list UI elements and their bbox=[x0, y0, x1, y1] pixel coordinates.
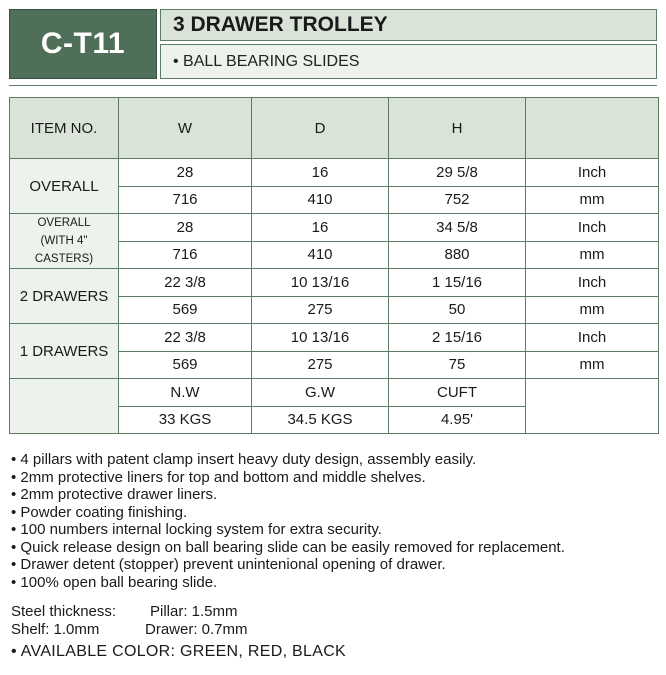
cell-d: 10 13/16 bbox=[252, 269, 389, 297]
cell-unit: mm bbox=[526, 296, 659, 324]
cell-unit: Inch bbox=[526, 214, 659, 242]
feature-item: • Powder coating finishing. bbox=[11, 503, 188, 521]
row-label-line2: (WITH 4" CASTERS) bbox=[34, 235, 94, 265]
cell-w: 22 3/8 bbox=[119, 324, 252, 352]
cell-unit: mm bbox=[526, 241, 659, 269]
pillar-thickness: Pillar: 1.5mm bbox=[150, 603, 238, 620]
feature-item: • Quick release design on ball bearing slide can be easily removed for replacement. bbox=[11, 538, 565, 556]
cell-h: 29 5/8 bbox=[389, 159, 526, 187]
header-unit bbox=[526, 98, 659, 159]
row-label-overall: OVERALL bbox=[10, 159, 119, 214]
cell-h: 880 bbox=[389, 241, 526, 269]
title-bar bbox=[160, 9, 657, 41]
model-code: C-T11 bbox=[40, 27, 126, 60]
cell-d: 410 bbox=[252, 241, 389, 269]
cell-w: 716 bbox=[119, 241, 252, 269]
cell-d: 16 bbox=[252, 159, 389, 187]
cell-d: 275 bbox=[252, 296, 389, 324]
cell-w: 569 bbox=[119, 351, 252, 379]
header-h: H bbox=[389, 98, 526, 159]
cell-h: 34 5/8 bbox=[389, 214, 526, 242]
shipping-label-empty bbox=[10, 379, 119, 434]
cell-w: 22 3/8 bbox=[119, 269, 252, 297]
product-title: 3 DRAWER TROLLEY bbox=[173, 13, 388, 36]
cell-h: 1 15/16 bbox=[389, 269, 526, 297]
cell-w: 28 bbox=[119, 159, 252, 187]
feature-item: • 4 pillars with patent clamp insert heavy duty design, assembly easily. bbox=[11, 451, 477, 468]
cell-h: 75 bbox=[389, 351, 526, 379]
model-code-box bbox=[9, 9, 157, 79]
cell-w: 569 bbox=[119, 296, 252, 324]
header-divider bbox=[9, 85, 657, 86]
feature-item: • 100% open ball bearing slide. bbox=[11, 573, 218, 591]
feature-item: • 100 numbers internal locking system for extra security. bbox=[11, 521, 382, 538]
cell-d: 16 bbox=[252, 214, 389, 242]
cell-h: 50 bbox=[389, 296, 526, 324]
cell-unit: Inch bbox=[526, 269, 659, 297]
header-w: W bbox=[119, 98, 252, 159]
steel-label: Steel thickness: bbox=[11, 603, 117, 620]
shipping-gw-value: 34.5 KGS bbox=[252, 406, 389, 434]
feature-item: • 2mm protective drawer liners. bbox=[11, 486, 218, 503]
header-item-no: ITEM NO. bbox=[10, 98, 119, 159]
table-row bbox=[10, 214, 659, 242]
available-colors: • AVAILABLE COLOR: GREEN, RED, BLACK bbox=[11, 643, 347, 660]
cell-d: 10 13/16 bbox=[252, 324, 389, 352]
cell-w: 716 bbox=[119, 186, 252, 214]
table-row bbox=[10, 269, 659, 297]
cell-d: 275 bbox=[252, 351, 389, 379]
table-row bbox=[10, 159, 659, 187]
table-row bbox=[10, 324, 659, 352]
cell-unit: Inch bbox=[526, 324, 659, 352]
row-label-line1: OVERALL bbox=[37, 217, 91, 229]
cell-unit: mm bbox=[526, 186, 659, 214]
shelf-thickness: Shelf: 1.0mm bbox=[11, 620, 100, 638]
cell-d: 410 bbox=[252, 186, 389, 214]
cell-unit: mm bbox=[526, 351, 659, 379]
cell-h: 2 15/16 bbox=[389, 324, 526, 352]
header-d: D bbox=[252, 98, 389, 159]
subtitle-bar bbox=[160, 44, 657, 79]
product-subtitle: • BALL BEARING SLIDES bbox=[173, 52, 360, 70]
spec-table bbox=[9, 97, 659, 434]
feature-item: • 2mm protective liners for top and bottom and middle shelves. bbox=[11, 468, 426, 486]
row-label-1-drawers: 1 DRAWERS bbox=[10, 324, 119, 379]
row-label-2-drawers: 2 DRAWERS bbox=[10, 269, 119, 324]
shipping-gw-header: G.W bbox=[252, 379, 389, 407]
cell-unit: Inch bbox=[526, 159, 659, 187]
row-label-overall-casters bbox=[10, 214, 119, 269]
shipping-empty-cell bbox=[526, 379, 659, 434]
shipping-cuft-header: CUFT bbox=[389, 379, 526, 407]
feature-list bbox=[11, 451, 651, 591]
cell-h: 752 bbox=[389, 186, 526, 214]
table-header-row bbox=[10, 98, 659, 159]
shipping-nw-header: N.W bbox=[119, 379, 252, 407]
drawer-thickness: Drawer: 0.7mm bbox=[145, 620, 248, 638]
shipping-nw-value: 33 KGS bbox=[119, 406, 252, 434]
shipping-header-row bbox=[10, 379, 659, 407]
shipping-cuft-value: 4.95' bbox=[389, 406, 526, 434]
cell-w: 28 bbox=[119, 214, 252, 242]
feature-item: • Drawer detent (stopper) prevent unintenional opening of drawer. bbox=[11, 556, 446, 573]
